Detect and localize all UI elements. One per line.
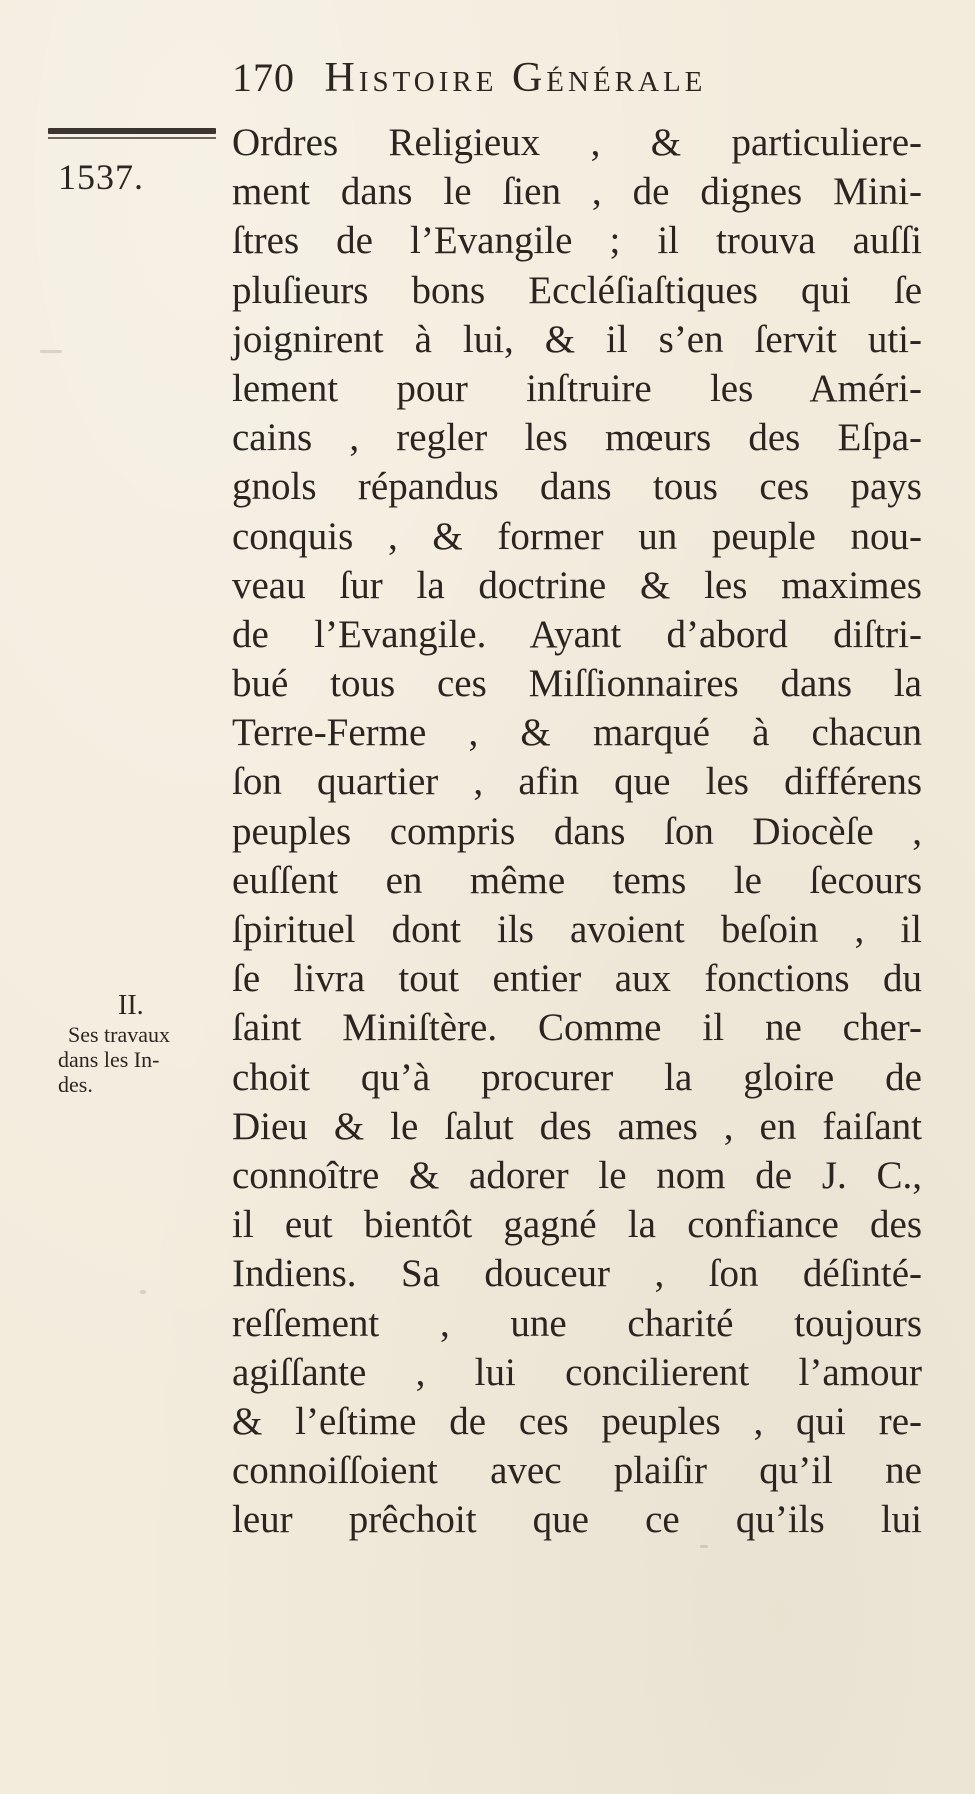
text-line: connoiſſoient avec plaiſir qu’il ne [232,1449,922,1493]
margin-note-line: des. [58,1072,93,1097]
text-line: choit qu’à procurer la gloire de [232,1055,922,1099]
text-line: veau ſur la doctrine & les maximes [232,563,922,607]
text-line: ment dans le ſien , de dignes Mini- [232,170,922,214]
bleed-through-mark [140,1290,146,1294]
text-line: ſon quartier , afin que les différens [232,760,922,804]
header-title: Histoire Générale [324,55,707,101]
bleed-through-mark [40,350,62,353]
margin-year: 1537. [58,157,144,197]
body-text [232,118,922,1544]
bleed-through-mark [700,1545,708,1548]
text-line: Terre-Ferme , & marqué à chacun [232,711,922,755]
margin-rule [48,128,216,134]
text-line: reſſement , une charité toujours [232,1301,922,1345]
margin-note-line: Ses travaux [68,1022,171,1047]
text-line: leur prêchoit que ce qu’ils lui [232,1498,922,1542]
text-line: ſpirituel dont ils avoient beſoin , il [232,908,922,951]
text-line: Ordres Religieux , & particuliere- [232,121,922,164]
text-line: conquis , & former un peuple nou- [232,514,922,558]
text-line: Dieu & le ſalut des ames , en faiſant [232,1104,922,1148]
margin-note [58,990,226,1097]
text-line: ſtres de l’Evangile ; il trouva auſſi [232,219,922,263]
text-line: ſaint Miniſtère. Comme il ne cher- [232,1006,922,1050]
text-line: lement pour inſtruire les Améri- [232,366,922,410]
text-line: il eut bientôt gagné la confiance des [232,1203,922,1247]
text-line: cains , regler les mœurs des Eſpa- [232,416,922,460]
text-line: & l’eſtime de ces peuples , qui re- [232,1399,922,1443]
running-head [232,54,932,114]
text-line: gnols répandus dans tous ces pays [232,465,922,509]
text-line: de l’Evangile. Ayant d’abord diſtri- [232,612,922,656]
text-line: peuples compris dans ſon Diocèſe , [232,809,922,853]
text-line: euſſent en même tems le ſecours [232,858,922,902]
text-line: connoître & adorer le nom de J. C., [232,1153,922,1197]
text-line: ſe livra tout entier aux fonctions du [232,957,922,1001]
text-line: bué tous ces Miſſionnaires dans la [232,662,922,706]
margin-note-line: dans les In- [58,1047,160,1072]
text-line: agiſſante , lui concilierent l’amour [232,1350,922,1394]
text-line: Indiens. Sa douceur , ſon déſinté- [232,1252,922,1296]
text-line: joignirent à lui, & il s’en ſervit uti- [232,317,922,361]
page-number: 170 [232,55,295,100]
margin-note-numeral: II. [118,990,144,1021]
text-line: pluſieurs bons Eccléſiaſtiques qui ſe [232,268,922,312]
